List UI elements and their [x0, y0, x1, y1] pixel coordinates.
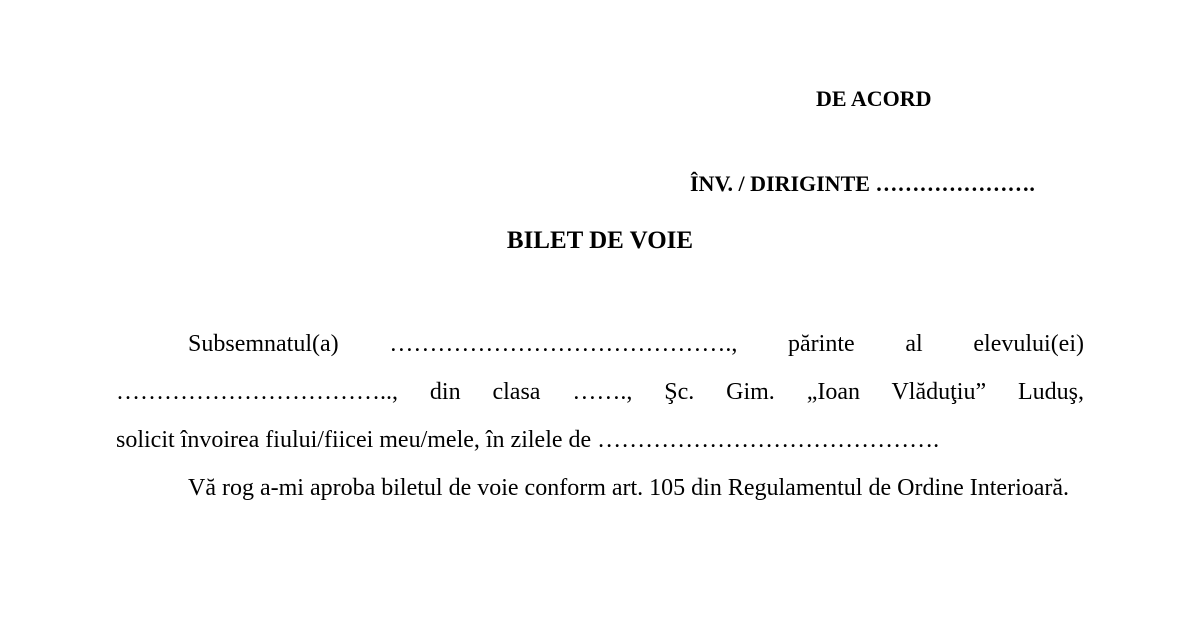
request-paragraph — [116, 320, 1084, 464]
document-title: BILET DE VOIE — [506, 227, 694, 254]
document-body — [116, 320, 1084, 512]
request-line-student-class: …………………………….., din clasa ……., Şc. Gim. „Ioan Vlăduţiu” Luduş, — [116, 379, 1084, 405]
approval-label: DE ACORD — [816, 86, 932, 111]
request-line-dates: solicit învoirea fiului/fiicei meu/mele, în zilele de ……………………………………. — [116, 427, 940, 453]
request-line-parent: Subsemnatul(a) ……………………………………., părinte al elevului(ei) — [188, 331, 1084, 357]
approval-request-paragraph: Vă rog a-mi aproba biletul de voie conform art. 105 din Regulamentul de Ordine Interioară. — [188, 475, 1070, 501]
teacher-signature-line: ÎNV. / DIRIGINTE …………………. — [690, 171, 1035, 196]
